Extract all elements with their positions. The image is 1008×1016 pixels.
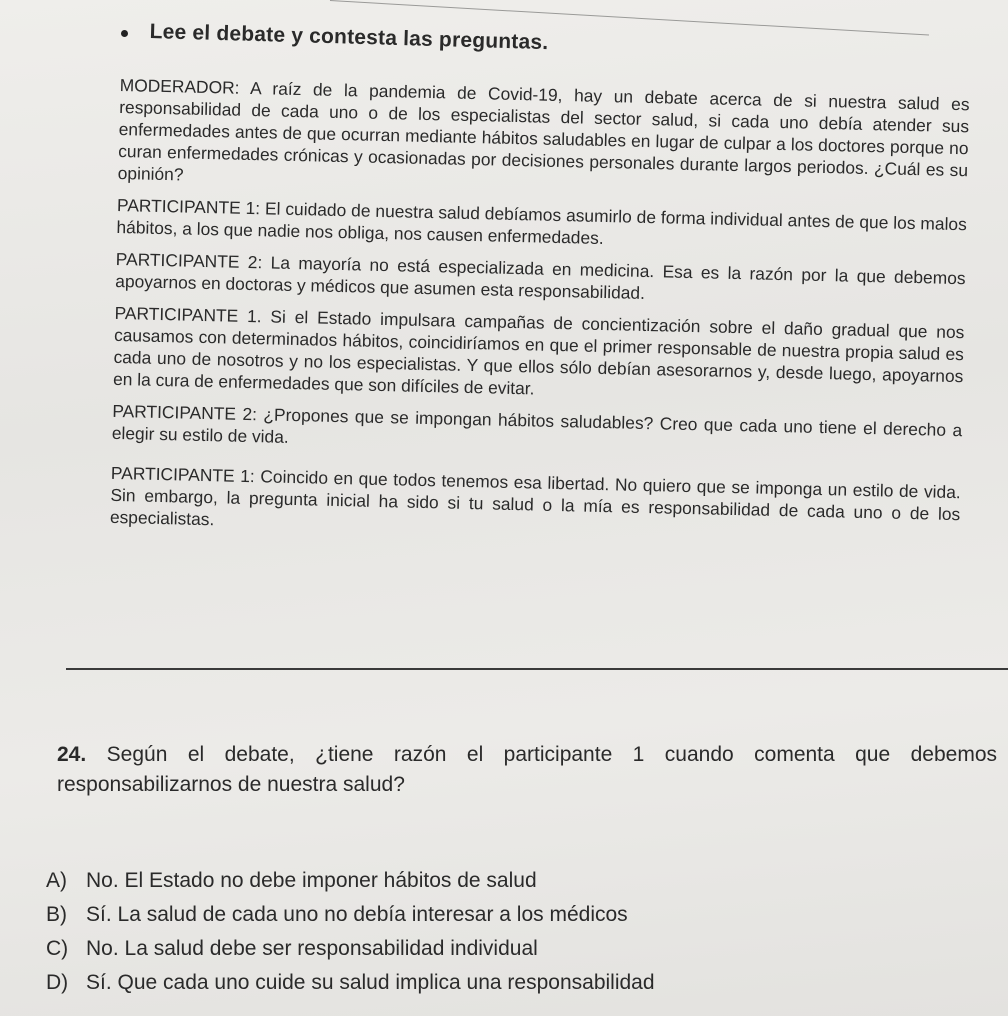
participant-paragraph: PARTICIPANTE 1. Si el Estado impulsara campañas de concientización sobre el daño gradual que nos causamos con determinados hábitos, coincidiríamos en que el primer responsable de nuestra propia salud es cada uno de nosotros y no los especialistas. Y que ellos sólo debían asesorarnos y, desde luego, apoyarnos en la cura de enfermedades que son difíciles de evitar. <box>112 302 965 399</box>
moderator-paragraph: MODERADOR: A raíz de la pandemia de Covid-19, hay un debate acerca de si nuestra salud es responsabilidad de cada uno o de los especialistas del sector salud, si cada uno debía atender sus enfermedades antes de que ocurran mediante hábitos saludables en lugar de culpar a los doctores porque no curan enfermedades crónicas y ocasionadas por decisiones personales durante largos periodos. ¿Cuál es su opinión? <box>117 74 970 185</box>
option-text: Sí. La salud de cada uno no debía interesar a los médicos <box>86 903 628 926</box>
debate-text <box>109 74 969 557</box>
option-letter: A) <box>46 869 67 892</box>
option-b[interactable] <box>46 898 946 932</box>
question-text: Según el debate, ¿tiene razón el participante 1 cuando comenta que debemos responsabilizarnos de nuestra salud? <box>57 743 997 796</box>
participant-paragraph: PARTICIPANTE 2: La mayoría no está especializada en medicina. Esa es la razón por la que debemos apoyarnos en doctoras y médicos que asumen esta responsabilidad. <box>115 248 966 303</box>
option-c[interactable] <box>46 932 946 966</box>
question-24 <box>57 740 997 800</box>
option-letter: C) <box>46 937 69 960</box>
instruction-heading: Lee el debate y contesta las preguntas. <box>149 20 549 55</box>
answer-options <box>46 864 946 1000</box>
option-d[interactable] <box>46 966 946 1000</box>
option-text: No. La salud debe ser responsabilidad individual <box>86 937 538 960</box>
bullet-icon <box>121 30 128 37</box>
option-letter: D) <box>46 971 69 994</box>
option-text: No. El Estado no debe imponer hábitos de salud <box>86 869 537 892</box>
question-number: 24. <box>57 743 87 766</box>
option-letter: B) <box>46 903 67 926</box>
option-a[interactable] <box>46 864 946 898</box>
participant-paragraph: PARTICIPANTE 1: El cuidado de nuestra salud debíamos asumirlo de forma individual antes de que los malos hábitos, a los que nadie nos obliga, nos causen enfermedades. <box>116 194 968 249</box>
debate-box-border <box>66 668 1008 670</box>
option-text: Sí. Que cada uno cuide su salud implica una responsabilidad <box>86 971 655 994</box>
participant-paragraph: PARTICIPANTE 2: ¿Propones que se impongan hábitos saludables? Creo que cada uno tiene el derecho a elegir su estilo de vida. <box>111 400 963 447</box>
participant-paragraph: PARTICIPANTE 1: Coincido en que todos tenemos esa libertad. No quiero que se imponga un estilo de vida. Sin embargo, la pregunta inicial ha sido si tu salud o la mía es responsabilidad de cada uno o de los especialistas. <box>109 462 961 530</box>
